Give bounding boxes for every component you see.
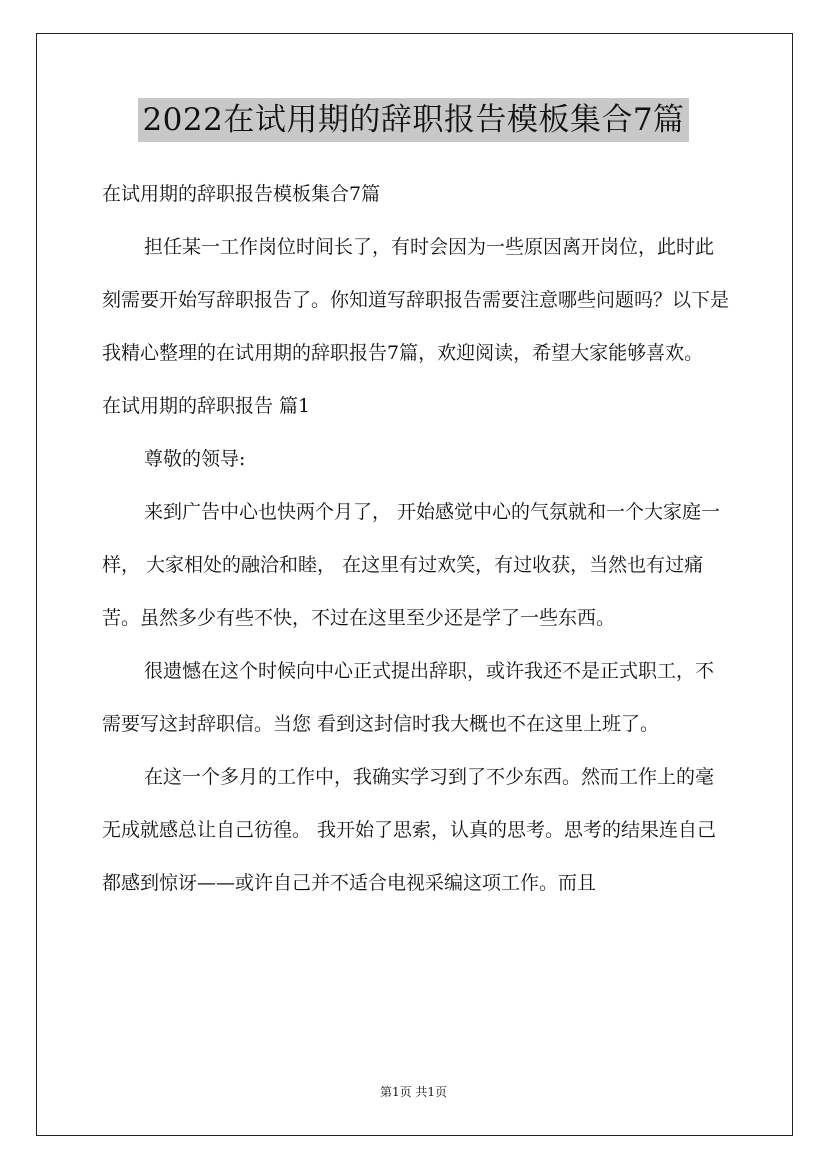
- intro-paragraph: 担任某一工作岗位时间长了，有时会因为一些原因离开岗位，此时此刻需要开始写辞职报告了。你知道写辞职报告需要注意哪些问题吗？以下是我精心整理的在试用期的辞职报告7篇，欢迎阅读，希望大家能够喜欢。: [102, 236, 730, 364]
- body-paragraph: 来到广告中心也快两个月了， 开始感觉中心的气氛就和一个大家庭一样， 大家相处的融洽和睦， 在这里有过欢笑，有过收获，当然也有过痛苦。虽然多少有些不快，不过在这里至少还是学了一些东西。: [102, 501, 721, 629]
- body-paragraph: 在这一个多月的工作中，我确实学习到了不少东西。然而工作上的毫无成就感总让自己彷徨。 我开始了思索，认真的思考。思考的结果连自己都感到惊讶——或许自己并不适合电视采编这项工作。而且: [102, 766, 717, 894]
- body-paragraph: 很遗憾在这个时候向中心正式提出辞职，或许我还不是正式职工，不需要写这封辞职信。当您 看到这封信时我大概也不在这里上班了。: [102, 660, 715, 735]
- section-heading: 在试用期的辞职报告 篇1: [102, 395, 311, 417]
- page-footer: [0, 1083, 827, 1100]
- salutation: 尊敬的领导:: [144, 448, 246, 470]
- subtitle-paragraph: 在试用期的辞职报告模板集合7篇: [102, 183, 381, 205]
- title-container: [0, 98, 827, 142]
- document-body: [102, 168, 732, 910]
- page-number: 第1页 共1页: [379, 1085, 448, 1099]
- document-title: 2022在试用期的辞职报告模板集合7篇: [138, 98, 688, 142]
